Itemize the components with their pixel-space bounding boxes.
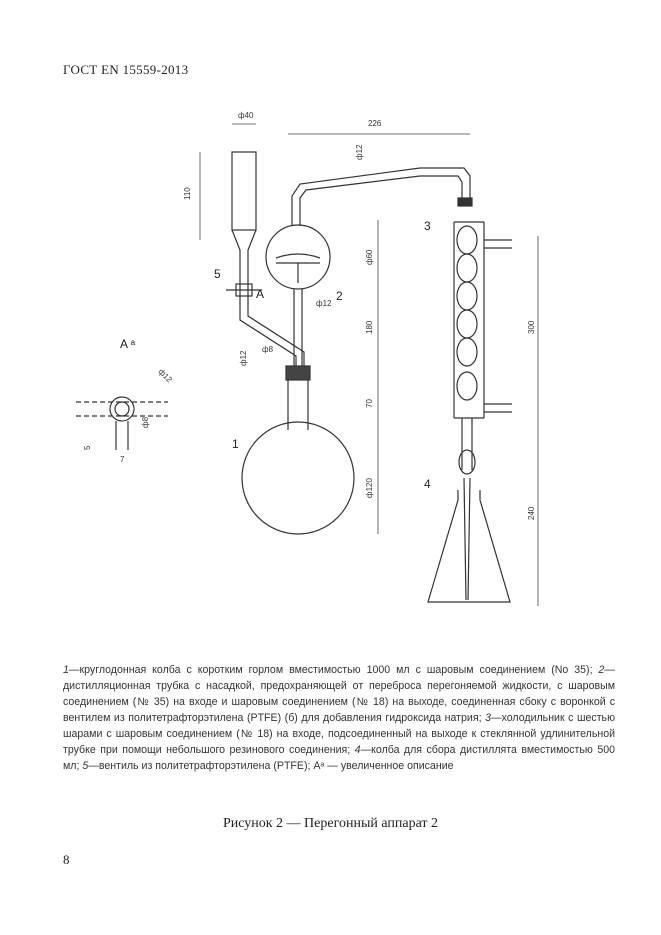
dim-d40: ф40 (238, 111, 254, 120)
transfer-tube (292, 168, 470, 226)
flask-joint (286, 366, 310, 380)
dim-len300: 300 (527, 320, 536, 334)
dim-len240: 240 (527, 506, 536, 520)
dim-d60: ф60 (365, 249, 374, 265)
detail-dim-5: 5 (83, 445, 92, 450)
label-1: 1 (232, 437, 239, 451)
label-2: 2 (336, 289, 343, 303)
dim-len70: 70 (365, 399, 374, 408)
standard-header: ГОСТ EN 15559-2013 (63, 62, 189, 77)
dim-len110: 110 (183, 187, 192, 200)
dim-d12-top: ф12 (355, 144, 364, 160)
cooling-inlet (484, 404, 512, 412)
dim-d8: ф8 (262, 345, 274, 354)
detail-a-valve (110, 397, 134, 421)
condenser-bulbs (457, 226, 477, 400)
dim-d12-left: ф12 (239, 350, 248, 366)
dim-d12-mid: ф12 (316, 299, 332, 308)
detail-dim-d12: ф12 (156, 367, 174, 385)
detail-dim-7: 7 (120, 455, 125, 464)
figure-legend: 1—круглодонная колба с коротким горлом вместимостью 1000 мл с шаровым соединением (No 35); 2—дистилляционная трубка с насадкой, предохраняющей от переброса перегоняемой жидкости, с шаровым соединением (№ 35) на входе и шаровым соединением (№ 18) на выходе, соединенная сбоку с воронкой с вентилем из политетрафторэтилена (PTFE) (б) для добавления гидроксида натрия; 3—холодильник с шестью шарами с шаровым соединением (№ 18) на входе, подсоединенный на выходе к стеклянной удлинительной трубке при помощи небольшого резинового соединения; 4—колба для сбора дистиллята вместимостью 500 мл; 5—вентиль из политетрафторэтилена (PTFE); Aᵃ — увеличенное описание (63, 664, 616, 772)
figure-title: Рисунок 2 — Перегонный аппарат 2 (222, 816, 439, 831)
label-3: 3 (424, 219, 431, 233)
label-5: 5 (214, 267, 221, 281)
dim-d120: ф120 (365, 478, 374, 498)
dim-len180: 180 (365, 320, 374, 334)
detail-a-label: A ᵃ (120, 337, 136, 351)
funnel-body (232, 152, 256, 230)
ball-joint-18 (458, 198, 472, 206)
label-4: 4 (424, 477, 431, 491)
page-number: 8 (63, 852, 70, 867)
distillation-tube (294, 289, 302, 372)
detail-dim-d8: ф8 (141, 416, 150, 428)
round-bottom-flask (242, 422, 354, 534)
extension-tube (462, 418, 472, 470)
condenser-body (454, 222, 484, 418)
view-a-label: A (256, 287, 265, 301)
dim-len226: 226 (368, 119, 382, 128)
cooling-outlet (484, 240, 512, 248)
